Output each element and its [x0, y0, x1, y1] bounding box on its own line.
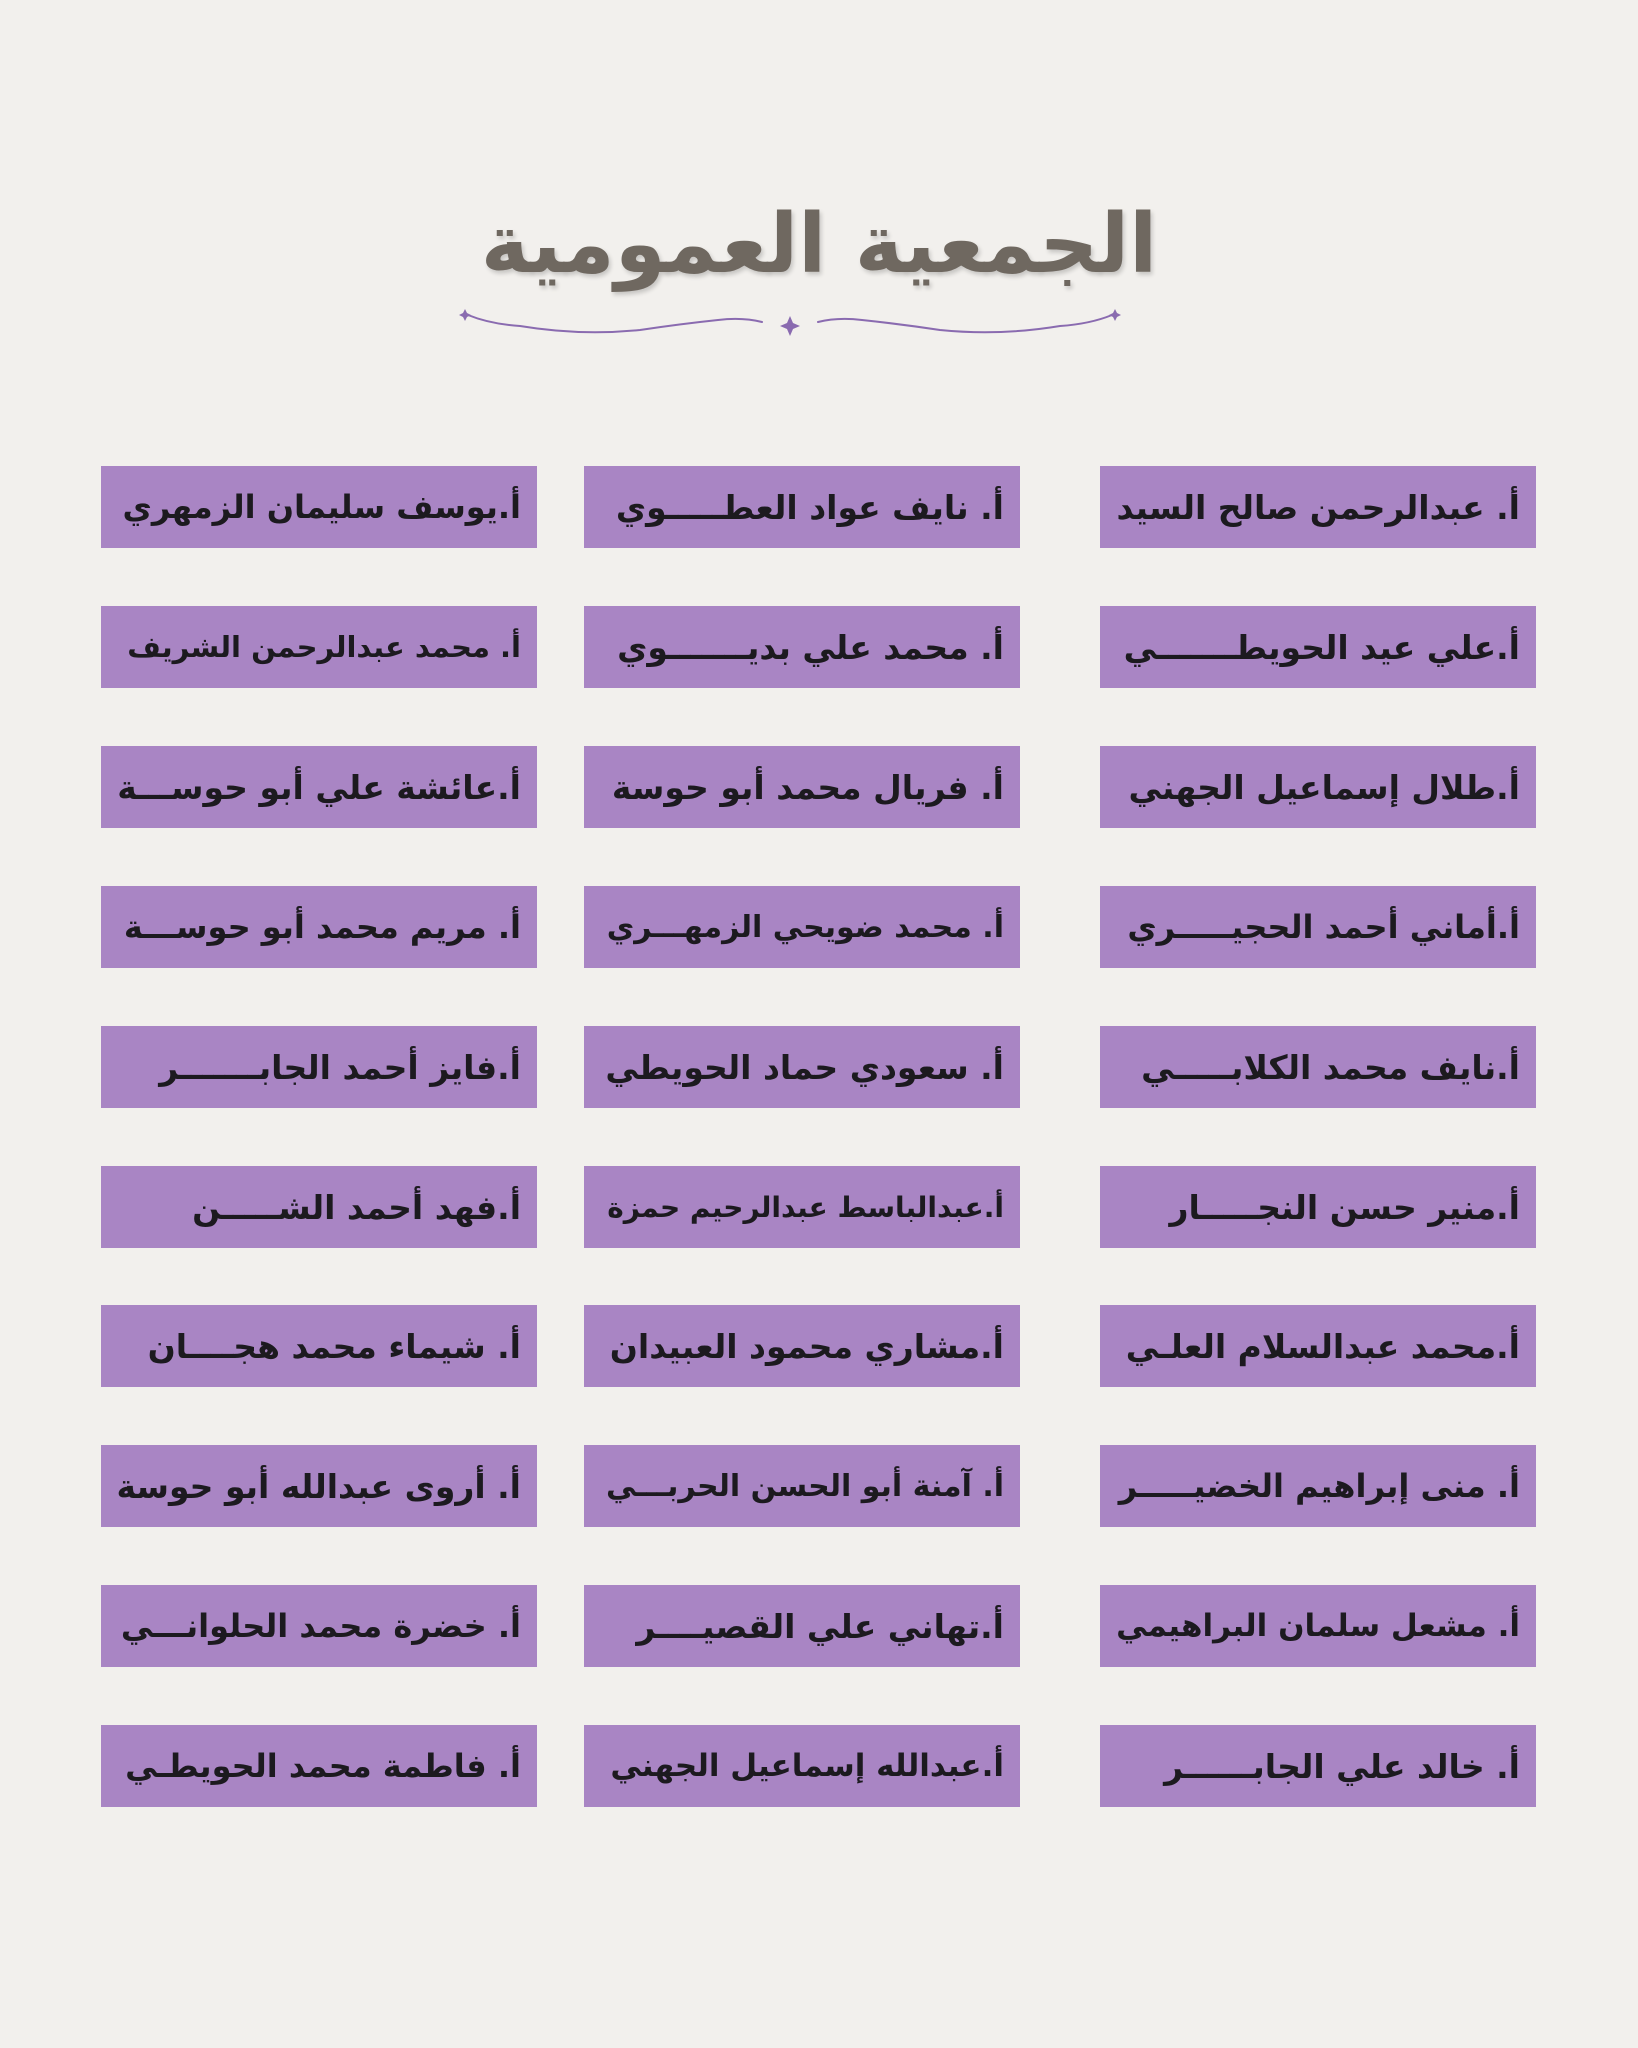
member-card-left-1 [101, 466, 537, 548]
member-name: أ. فريال محمد أبو حوسة [611, 767, 1004, 807]
member-card-right-6 [1100, 1166, 1536, 1248]
member-card-right-3 [1100, 746, 1536, 828]
title-ornament-divider [450, 300, 1130, 350]
sparkle-right-icon [1109, 309, 1121, 321]
member-name: أ.نايف محمد الكلابـــــي [1141, 1047, 1520, 1087]
member-name: أ. محمد عبدالرحمن الشريف [127, 630, 521, 664]
member-name: أ.طلال إسماعيل الجهني [1128, 767, 1520, 807]
member-card-left-4 [101, 886, 537, 968]
member-name: أ.علي عيد الحويطـــــــي [1123, 627, 1520, 667]
member-card-left-10 [101, 1725, 537, 1807]
sparkle-left-icon [459, 309, 471, 321]
member-name: أ.محمد عبدالسلام العلـي [1125, 1326, 1520, 1366]
member-name: أ.يوسف سليمان الزمهري [122, 488, 521, 526]
member-name: أ.أماني أحمد الحجيـــــري [1127, 908, 1520, 946]
member-name: أ. شيماء محمد هجــــان [147, 1326, 521, 1366]
sparkle-center-icon [780, 316, 800, 336]
member-card-left-5 [101, 1026, 537, 1108]
member-card-middle-9 [584, 1585, 1020, 1667]
member-card-right-4 [1100, 886, 1536, 968]
member-card-right-10 [1100, 1725, 1536, 1807]
member-card-right-1 [1100, 466, 1536, 548]
member-card-left-2 [101, 606, 537, 688]
member-name: أ. سعودي حماد الحويطي [605, 1047, 1004, 1087]
member-name: أ. منى إبراهيم الخضيـــــر [1118, 1467, 1520, 1505]
member-name: أ.مشاري محمود العبيدان [609, 1326, 1004, 1366]
member-card-right-7 [1100, 1305, 1536, 1387]
member-name: أ. آمنة أبو الحسن الحربـــي [605, 1468, 1004, 1504]
member-name: أ.عائشة علي أبو حوســـة [117, 767, 521, 807]
member-card-middle-3 [584, 746, 1020, 828]
member-name: أ. مريم محمد أبو حوســـة [123, 908, 521, 946]
member-card-middle-7 [584, 1305, 1020, 1387]
member-name: أ. محمد علي بديـــــــوي [617, 627, 1004, 667]
member-card-left-3 [101, 746, 537, 828]
member-card-middle-5 [584, 1026, 1020, 1108]
member-name: أ. خالد علي الجابــــــر [1164, 1746, 1520, 1786]
member-name: أ. أروى عبدالله أبو حوسة [116, 1466, 521, 1506]
member-name: أ. فاطمة محمد الحويطـي [125, 1747, 521, 1785]
member-card-left-7 [101, 1305, 537, 1387]
member-card-right-8 [1100, 1445, 1536, 1527]
member-name: أ.عبدالله إسماعيل الجهني [610, 1748, 1004, 1784]
member-card-right-9 [1100, 1585, 1536, 1667]
member-name: أ.منير حسن النجـــــار [1169, 1187, 1520, 1227]
member-card-middle-4 [584, 886, 1020, 968]
member-card-right-2 [1100, 606, 1536, 688]
member-name: أ.عبدالباسط عبدالرحيم حمزة [607, 1190, 1004, 1224]
member-name: أ. مشعل سلمان البراهيمي [1116, 1608, 1520, 1644]
member-name: أ. عبدالرحمن صالح السيد [1116, 487, 1520, 527]
member-card-right-5 [1100, 1026, 1536, 1108]
member-card-middle-6 [584, 1166, 1020, 1248]
member-card-middle-8 [584, 1445, 1020, 1527]
member-name: أ.تهاني علي القصيــــر [636, 1606, 1004, 1646]
member-name: أ. خضرة محمد الحلوانـــي [120, 1607, 521, 1645]
member-card-middle-10 [584, 1725, 1020, 1807]
member-name: أ. نايف عواد العطـــــوي [615, 487, 1004, 527]
member-card-left-6 [101, 1166, 537, 1248]
member-name: أ.فايز أحمد الجابـــــــر [159, 1047, 521, 1087]
member-card-middle-1 [584, 466, 1020, 548]
page-title: الجمعية العمومية [480, 197, 1158, 292]
member-card-left-8 [101, 1445, 537, 1527]
member-card-left-9 [101, 1585, 537, 1667]
member-name: أ.فهد أحمد الشـــــن [192, 1187, 521, 1227]
member-card-middle-2 [584, 606, 1020, 688]
member-name: أ. محمد ضويحي الزمهـــري [606, 909, 1004, 945]
